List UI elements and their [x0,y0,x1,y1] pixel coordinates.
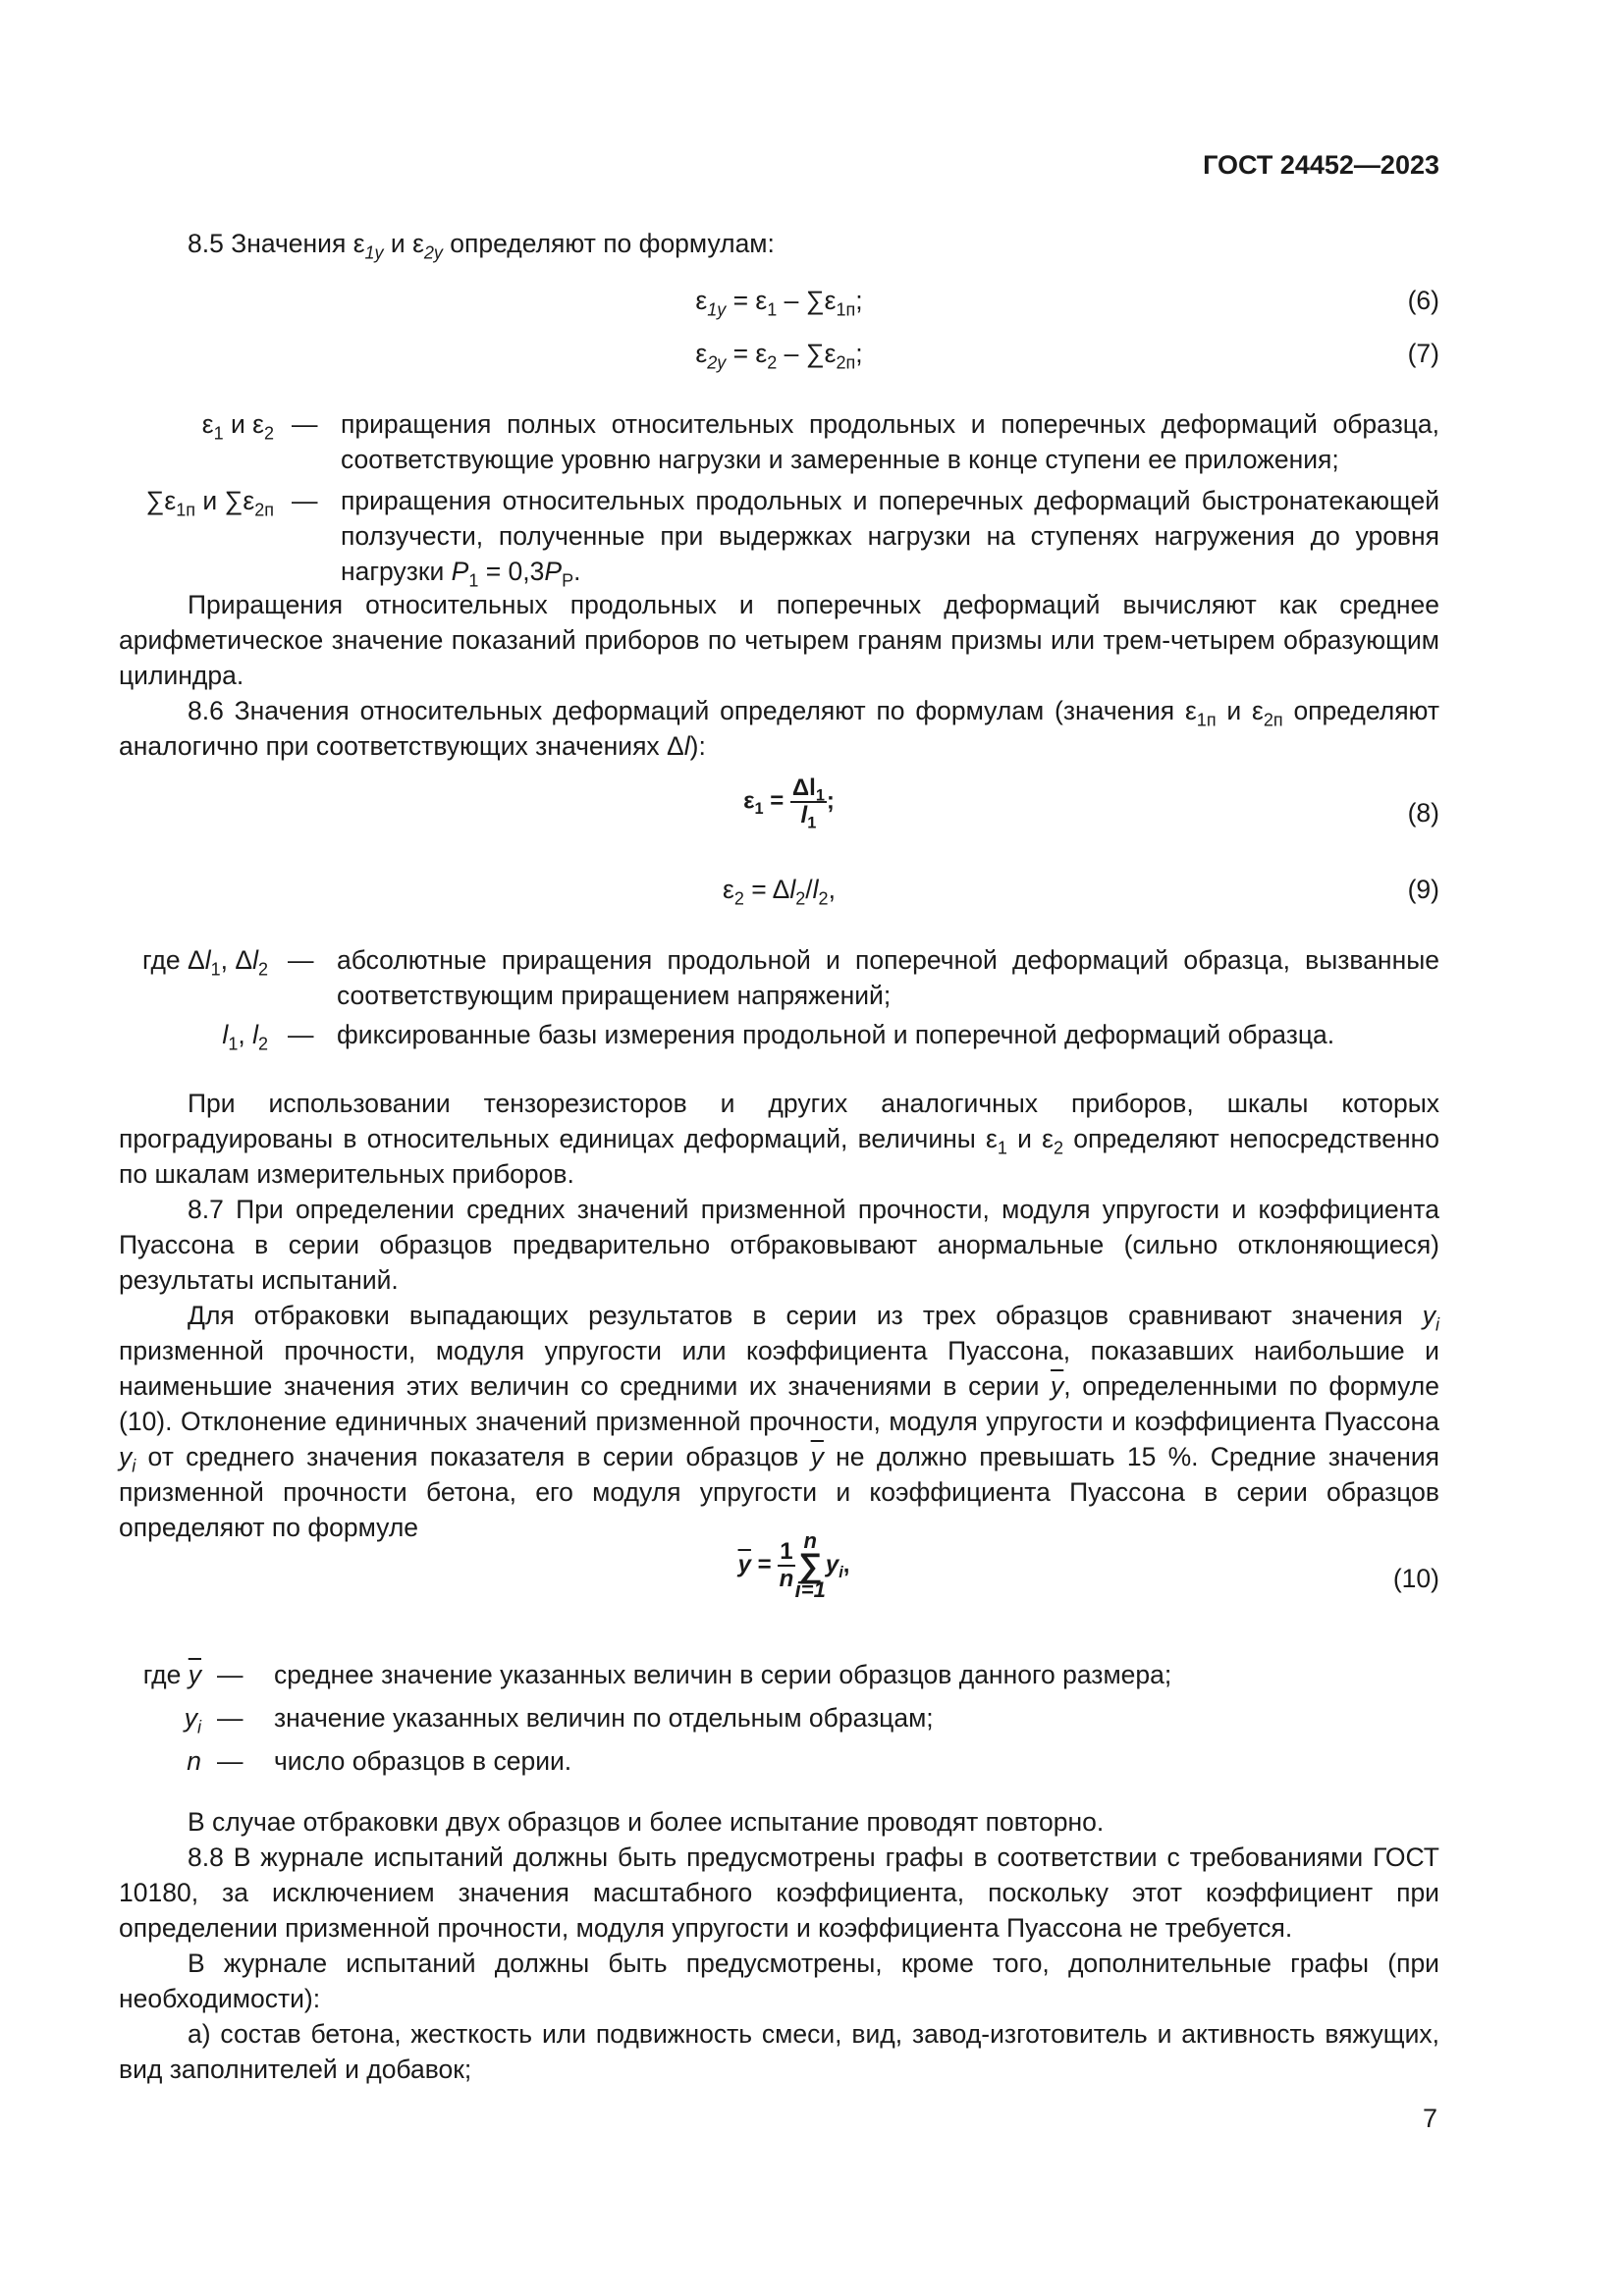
paragraph-extra-columns: В журнале испытаний должны быть предусмотрены, кроме того, дополнительные графы (при необходимости): [119,1949,1439,2013]
equation-10-body: $\overline{y}$ = $\frac{1}{n}$ n ∑ i=1 $y_i$, [737,1528,850,1602]
equation-8-body: $\varepsilon_1$ = $\frac{\Delta l_1}{l_1}$ ; [743,774,835,832]
legend-symbol-l: $l_1$, $l_2$ [222,1020,268,1054]
equation-9-number: (9) [1407,875,1439,904]
paragraph-tensometers: При использовании тензорезисторов и других аналогичных приборов, шкалы которых проградуированы в относительных единицах деформаций, величины $\varepsilon_1$ и $\varepsilon_2$ определяют непосредственно по шкалам измерительных приборов. [119,1089,1440,1189]
equation-9 [119,872,1439,911]
legend-symbol-ybar: где $\overline{y}$ [142,1660,201,1689]
equation-10-fraction: $\frac{1}{n}$ [779,1538,794,1592]
legend-dash: — [217,1703,244,1733]
legend-definition-ybar: среднее значение указанных величин в серии образцов данного размера; [274,1660,1172,1689]
equation-10-number: (10) [1392,1564,1439,1593]
legend-eq10 [119,1657,1439,1785]
legend-dash: — [288,945,314,975]
legend-dash: — [292,486,318,515]
legend-definition-sum-eps: приращения относительных продольных и поперечных деформаций быстронатекающей ползучести, полученные при выдержках нагрузки на ступенях нагружения до уровня нагрузки $P_1 = 0,3P_P$. [341,486,1439,591]
legend-definition-n: число образцов в серии. [274,1746,572,1776]
legend-symbol-sum-eps: $\sum\varepsilon_{1п}$ и $\sum\varepsilon_{2п}$ [145,486,274,520]
legend-eq8-9 [119,942,1439,1060]
equation-6-number: (6) [1407,286,1439,315]
legend-symbol-n: n [187,1746,201,1776]
paragraph-increments: Приращения относительных продольных и поперечных деформаций вычисляют как среднее арифметическое значение показаний приборов по четырем граням призмы или трем-четырем образующим цилиндра. [119,590,1439,690]
equation-6-body: $\varepsilon_{1y} = \varepsilon_1 - \sum\varepsilon_{1п}$; [695,286,863,320]
standard-code: ГОСТ 24452—2023 [1203,150,1439,180]
equation-9-body: $\varepsilon_2 = \Delta l_2/l_2$, [723,875,836,909]
legend-symbol-yi: $y_i$ [184,1703,201,1737]
legend-definition-delta-l: абсолютные приращения продольной и поперечной деформаций образца, вызванные соответствующим приращением напряжений; [337,945,1439,1010]
legend-symbol-delta-l: где $\Delta l_1$, $\Delta l_2$ [141,945,268,980]
equation-10 [119,1528,1439,1626]
equation-7-body: $\varepsilon_{2y} = \varepsilon_2 - \sum\varepsilon_{2п}$; [695,339,863,373]
legend-symbol-eps: $\varepsilon_1$ и $\varepsilon_2$ [201,409,274,444]
paragraph-rejection: Для отбраковки выпадающих результатов в серии из трех образцов сравнивают значения $y_i$ призменной прочности, модуля упругости или коэффициента Пуассона, показавших наибольшие и наименьшие значения этих величин со средними их значениями в серии $\overline{y}$, определенными по формуле (10). Отклонение единичных значений призменной прочности, модуля упругости и коэффициента Пуассона $y_i$ от среднего значения показателя в серии образцов $\overline{y}$ не должно превышать 15 %. Средние значения призменной прочности бетона, его модуля упругости и коэффициента Пуассона в серии образцов определяют по формуле [119,1301,1439,1542]
summation-sign: n ∑ i=1 [794,1528,826,1602]
legend-dash: — [292,409,318,439]
legend-definition-eps: приращения полных относительных продольных и поперечных деформаций образца, соответствующие уровню нагрузки и замеренные в конце ступени ее приложения; [341,409,1439,474]
equation-7-number: (7) [1407,339,1439,368]
equation-7 [119,336,1439,375]
section-8-5-intro: 8.5 Значения $\varepsilon_{1y}$ и $\varepsilon_{2y}$ определяют по формулам: [188,229,775,263]
legend-eq6-7 [119,406,1439,591]
equation-8-fraction: $\frac{\Delta l_1}{l_1}$ [791,774,825,832]
legend-dash: — [217,1660,244,1689]
section-8-6: 8.6 Значения относительных деформаций определяют по формулам (значения $\varepsilon_{1п}$ и $\varepsilon_{2п}$ определяют аналогично при соответствующих значениях Δl): [119,696,1439,761]
section-8-7: 8.7 При определении средних значений призменной прочности, модуля упругости и коэффициента Пуассона в серии образцов предварительно отбраковывают анормальные (сильно отклоняющиеся) результаты испытаний. [119,1195,1439,1295]
legend-dash: — [288,1020,314,1049]
section-8-8: 8.8 В журнале испытаний должны быть предусмотрены графы в соответствии с требованиями ГОСТ 10180, за исключением значения масштабного коэффициента, поскольку этот коэффициент при определении призменной прочности, модуля упругости и коэффициента Пуассона не требуется. [119,1842,1439,1943]
equation-8-number: (8) [1407,798,1439,828]
paragraph-repeat: В случае отбраковки двух образцов и более испытание проводят повторно. [188,1807,1105,1837]
page-number: 7 [1422,2104,1437,2133]
equation-8 [119,775,1439,850]
legend-definition-yi: значение указанных величин по отдельным образцам; [274,1703,934,1733]
legend-dash: — [217,1746,244,1776]
legend-definition-l: фиксированные базы измерения продольной и поперечной деформаций образца. [337,1020,1335,1049]
list-item-a: а) состав бетона, жесткость или подвижность смеси, вид, завод-изготовитель и активность вяжущих, вид заполнителей и добавок; [119,2019,1439,2084]
equation-6 [119,283,1439,322]
